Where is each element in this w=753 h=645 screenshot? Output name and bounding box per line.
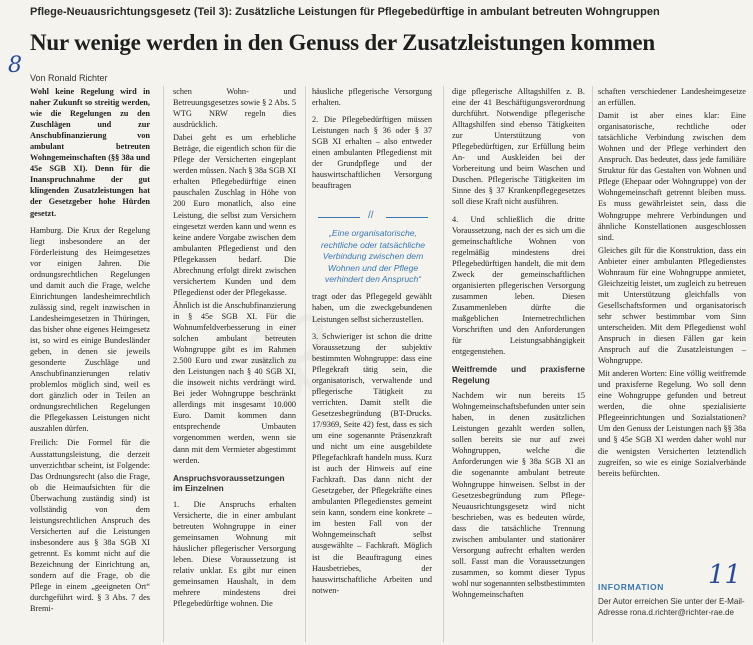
kicker: Pflege-Neuausrichtungsgesetz (Teil 3): Zusätzliche Leistungen für Pflegebedürftige in ambulant betreuten Wohngruppen [30, 6, 660, 18]
column-1 [30, 86, 150, 642]
paragraph: Dabei geht es um erhebliche Beträge, die eigentlich schon für die Pflege der Versicherten eingeplant werden müssen. Nach § 38a SGB XI erhalten Pflegebedürftige einen pauschalen Zuschlag in Höhe von 200 Euro monatlich, also eine Leistung, die selbst zum Versichern eingesetzt werden kann und wenn es keine andere Vorgabe zwischen dem ambulanten Pflegedienst und den Pflegekassen bedarf. Die Abrechnung erfolgt direkt zwischen versichertem Kunden und dem Pflegedienst oder der Pflegekasse. [173, 133, 296, 297]
author: Von Ronald Richter [30, 73, 108, 83]
paragraph: Freilich: Die Formel für die Ausstattungsleistung, die derzeit unverzichtbar scheint, ist Folgende: Das Ordnungsrecht (also die Frage, ob die Heimaufsichten für die Überwachung zuständig sind) ist vollständig von dem leistungsrechtlichen Anspruch des Versicherten auf die Leistungen insbesondere aus § 38a SGB XI getrennt. Es kommt nicht auf die Bezeichnung der Einrichtung an, sondern auf die Frage, ob die Pflege in einem „geeigneten Ort“ durchgeführt wird. § 3 Abs. 7 des Bremi- [30, 438, 150, 614]
column-2 [173, 86, 296, 642]
paragraph: dige pflegerische Alltagshilfen z. B. eine der 41 Beschäftigungsverordnung durchführt. Notwendige pflegerische Alltagshilfen sind ebenso Tätigkeiten zur Unterstützung von Pflegebedürftigen, zur Erfüllung beim An- und Auskleiden bei der Vorbereitung und beim Waschen und Duschen. Pflegerische Tätigkeiten im Sinne des § 37 Krankenpflegegesetzes soll diese Kraft nicht ausführen. [452, 87, 585, 207]
paragraph: 4. Und schließlich die dritte Voraussetzung, nach der es sich um die gemeinschaftliche Wohnen von regelmäßig mindestens drei Pflegebedürftigen handelt, die mit dem Zweck der gemeinschaftlichen organisierten pflegerischen Versorgung zusammen leben. Diesen Zusammenleben dürfte die maßgeblichen Internetrechtlichen Vorschriften und den Anforderungen für Leistungsabhängigkeit entgegenstehen. [452, 214, 585, 357]
paragraph: Hamburg. Die Krux der Regelung liegt insbesondere an der Förderleistung des Heimgesetzes vor einigen Jahren. Die ordnungsrechtlichen Regelungen und damit auch die Frage, welche Einrichtungen landesheimrechtlich zulässig sind, regelt inzwischen in Landesheimgesetzen in Thüringen, das bisher ohne eigenes Heimgesetz ist, so wird es einige Bundesländer geben, in denen sie jeweils gesonderte Zuschläge und Anschubfinanzierungen relativ problemlos möglich sind, weil es dort gänzlich oder in Teilen an ordnungsrechtlichen Regelungen die Pflegekassen Leistungen nicht auszahlen dürfen. [30, 225, 150, 434]
paragraph: häusliche pflegerische Versorgung erhalten. [312, 87, 432, 108]
headline: Nur wenige werden in den Genuss der Zusatzleistungen kommen [30, 30, 656, 55]
paragraph: schaften verschiedener Landesheimgesetze an erfüllen. [598, 87, 746, 108]
paragraph: Mit anderen Worten: Eine völlig weitfremde und praxisferne Regelung. Wo soll denn eine Wohngruppe gefunden und betreut werden, die ohne spezialisierte Pflegeeinrichtungen und Sozialstationen? Um den Genuss der Leistungen nach §§ 38a und § 45e SGB XI werden daher wohl nur die wenigsten Versicherten letztendlich zugreifen, so wie es einige Sozialverbände bereits befürchten. [598, 369, 746, 478]
handwritten-page-number: 11 [708, 560, 742, 590]
column-rule [443, 86, 444, 642]
paragraph: Nachdem wir nun bereits 15 Wohngemeinschaftsbefunden unter sein haben, in denen zusätzlichen Leistungen gezahlt werden sollen, sollen bereits sie nur auf zwei Wohngruppen, welche die Anforderungen wie § 38a SGB XI an die sogenannte ambulant betreute Wohngruppe hinweisen. Selbst in der Gesetzesbegründung zum Pflege-Neuausrichtungsgesetz wird nicht beschrieben, was es bedeuten würde, dass die tatsächliche Trennung zwischen ambulanter und stationärer Versorgung aufrecht erhalten werden soll. Fasst man die Voraussetzungen zusammen, so kommt dieser Typus wohl nur sogenannten selbstbestimmten Wohngemeinschaften [452, 391, 585, 599]
paragraph: 1. Die Anspruchs erhalten Versicherte, die in einer ambulant betreuten Wohngruppe in einer gemeinsamen Wohnung mit häuslicher pflegerischer Versorgung leben. Diese Voraussetzung ist relativ unklar. Es gibt nur einen gemeinsamen Haushalt, in dem mehrere mindestens drei Pflegebedürftige wohnen. Die [173, 499, 296, 609]
article-lead: Wohl keine Regelung wird in naher Zukunft so streitig werden, wie die Regelungen zu den Zuschlägen und zur Anschubfinanzierung von ambulant betreuten Wohngemeinschaften (§§ 38a und 45e SGB XI). Denn für die Inanspruchnahme der gut klingenden Zusatzleistungen hat der Gesetzgeber hohe Hürden gesetzt. [30, 87, 150, 218]
paragraph: Damit ist aber eines klar: Eine organisatorische, rechtliche oder tatsächliche Verbindung zwischen dem Wohnen und der Pflege verhindert den Anspruch. Das bedeutet, dass jede familiäre Struktur für das Gestalten von Wohnen und Pflege (Ehepaar oder Wohngruppe) von der Wohngemeinschaft getrennt bleiben muss. Es muss gewährleistet sein, dass die Wohngruppe mehrere Verbindungen und ähnliche Konstellationen ausgeschlossen sind. [598, 111, 746, 242]
paragraph: Gleiches gilt für die Konstruktion, dass ein Anbieter einer ambulanten Pflegedienstes Wohnraum für eine Wohngruppe anmietet, Gleichzeitig leistet, um zugleich zu betreuen mit Unterstützung gleichfalls von Gesellschaftsformen und organisatorisch sehr schwer bestimmbar vom Sinn unterscheiden. Mit dem Pflegedienst wohl Anspruch in diesen Fällen gar kein Anspruch auf die Zusatzleistungen – Wohngruppe. [598, 245, 746, 366]
column-4 [452, 86, 585, 642]
paragraph: 3. Schwieriger ist schon die dritte Voraussetzung der subjektiv bestimmten Wohngruppe: dass eine Pflegekraft tätig sein, die organisatorisch, verwaltende und pflegerische Tätigkeit zu verrichten. Damit stellt die Gesetzesbegründung (BT-Drucks. 17/9369, Seite 42) fest, dass es sich um eine sogenannte Präsenzkraft und nicht um eine ausgebildete Pflegefachkraft handeln muss. Kurz ist auch der Hinweis auf eine Fachkraft. Das dann nicht der Gesetzgeber, der Pflegekräfte eines ambulanten Pflegedienstes gemeint sein kann, sondern eine konkrete – im besten Fall von der Wohngemeinschaft selbst ausgewählte – Fachkraft. Möglich ist die Beauftragung eines Hausbetriebes, der hauswirtschaftliche Arbeiten und notwen- [312, 331, 432, 595]
paragraph: schen Wohn- und Betreuungsgesetzes sowie § 2 Abs. 5 WTG NRW regeln dies ausdrücklich. [173, 87, 296, 130]
column-3 [312, 86, 432, 642]
paragraph: tragt oder das Pflegegeld gewählt haben, um die zweckgebundenen Leistungen selbst sicherzustellen. [312, 292, 432, 324]
column-rule [592, 86, 593, 642]
handwritten-page-mark: 8 [8, 53, 22, 78]
column-5 [598, 86, 746, 578]
column-rule [163, 86, 164, 642]
pullquote-divider: // [318, 212, 428, 222]
subheading: Anspruchsvoraussetzungen im Einzelnen [173, 472, 285, 494]
paragraph: 2. Die Pflegebedürftigen müssen Leistungen nach § 36 oder § 37 SGB XI erhalten – also entweder einen ambulanten Pflegedienst mit der Grundpflege und der hauswirtschaftlichen Versorgung beauftragen [312, 115, 432, 191]
column-rule [305, 86, 306, 642]
author-line [8, 53, 108, 83]
info-body: Der Autor erreichen Sie unter der E-Mail-Adresse rona.d.richter@richter-rae.de [598, 597, 745, 617]
info-heading: INFORMATION [598, 582, 664, 592]
info-box [598, 582, 746, 618]
paragraph: Ähnlich ist die Anschubfinanzierung in § 45e SGB XI. Für die Wohnumfeldverbesserung in einer solchen ambulant betreuten Wohngruppe gibt es im Rahmen 2.500 Euro und zwar zusätzlich zu den Leistungen nach § 40 SGB XI, die insoweit nichts verdrängt wird. Bei jeder Wohngruppe beschränkt allerdings mit insgesamt 10.000 Euro. Damit kommen dann entsprechende Umbauten vorgenommen werden, wenn sie dann mit dem Vermieter abgestimmt werden. [173, 300, 296, 465]
subheading: Weitfremde und praxisferne Regelung [452, 364, 585, 385]
pullquote: „Eine organisatorische, rechtliche oder tatsächliche Verbindung zwischen dem Wohnen und der Pflege verhindert den Anspruch“ [320, 228, 426, 284]
